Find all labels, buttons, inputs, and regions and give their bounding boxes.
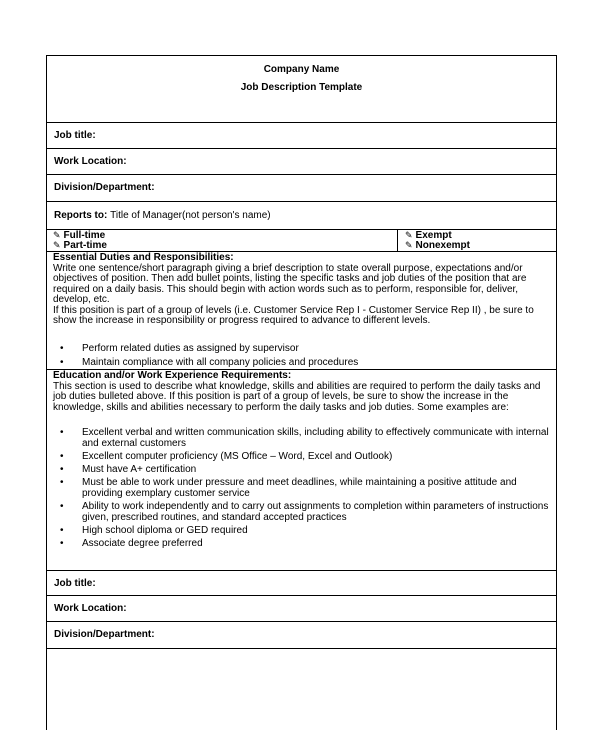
part-time-option — [53, 240, 107, 251]
pencil-icon: ✎ — [405, 230, 413, 240]
list-item: • High school diploma or GED required — [82, 525, 550, 536]
job-description-table — [46, 55, 557, 730]
list-item: • Perform related duties as assigned by supervisor — [82, 342, 550, 356]
work-location-row — [47, 149, 556, 175]
pencil-icon: ✎ — [53, 240, 61, 250]
list-item: • Associate degree preferred — [82, 538, 550, 549]
division-row — [47, 175, 556, 202]
education-row — [47, 370, 556, 571]
reports-to-field — [54, 210, 271, 221]
work-location-label: Work Location: — [54, 156, 127, 167]
duties-intro: Write one sentence/short paragraph giving a brief description to state overall purpose, expectations and/or objectives of position. Then add bullet points, listing the specific tasks and job duties of the position that are required on a daily basis. This should begin with action words such as to perform, responsible for, deliver, develop, etc. — [53, 262, 527, 305]
list-item: • Must be able to work under pressure and meet deadlines, while maintaining a positive attitude and providing exemplary customer service — [82, 477, 550, 499]
footer-work-location-label: Work Location: — [54, 603, 127, 614]
job-title-label: Job title: — [54, 130, 96, 141]
reports-to-label: Reports to: — [54, 210, 108, 221]
division-label: Division/Department: — [54, 182, 155, 193]
exempt-label: Exempt — [415, 230, 452, 241]
header-row — [47, 56, 556, 123]
education-intro: This section is used to describe what knowledge, skills and abilities are required to perform the daily tasks and job duties bulleted above. If this position is part of a group of levels, be sure to show the increase in the knowledge, skills and abilities necessary to perform the daily tasks and job duties. Some examples are: — [53, 380, 541, 413]
footer-work-location-row — [47, 596, 556, 622]
list-item: • Must have A+ certification — [82, 464, 550, 475]
education-title: Education and/or Work Experience Requirements: — [53, 370, 292, 381]
template-title: Job Description Template — [240, 82, 363, 93]
full-time-label: Full-time — [63, 230, 106, 241]
company-name: Company Name — [263, 64, 340, 75]
footer-job-title-row — [47, 571, 556, 596]
duties-section — [53, 253, 550, 370]
job-title-row — [47, 123, 556, 149]
duties-title: Essential Duties and Responsibilities: — [53, 252, 234, 263]
pencil-icon: ✎ — [53, 230, 61, 240]
duties-list — [53, 342, 550, 370]
nonexempt-label: Nonexempt — [415, 240, 470, 251]
part-time-label: Part-time — [63, 240, 107, 251]
duties-group-note: If this position is part of a group of levels (i.e. Customer Service Rep I - Customer Service Rep II) , be sure to show the increase in responsibility or progress required to advance to different levels. — [53, 304, 534, 326]
nonexempt-option — [405, 240, 470, 251]
list-item: • Maintain compliance with all company policies and procedures — [82, 356, 550, 370]
footer-division-label: Division/Department: — [54, 629, 155, 640]
duties-row — [47, 252, 556, 370]
employment-left-cell — [47, 230, 398, 251]
education-section — [53, 371, 550, 549]
list-item: • Ability to work independently and to carry out assignments to completion within parameters of instructions given, prescribed routines, and standard accepted practices — [82, 501, 550, 523]
footer-job-title-label: Job title: — [54, 578, 96, 589]
list-item: • Excellent verbal and written communication skills, including ability to effectively communicate with internal and external customers — [82, 427, 550, 449]
employment-type-row — [47, 230, 556, 252]
list-item: • Excellent computer proficiency (MS Office – Word, Excel and Outlook) — [82, 451, 550, 462]
reports-to-row — [47, 202, 556, 230]
education-list — [53, 427, 550, 549]
reports-to-value: Title of Manager(not person's name) — [110, 210, 271, 221]
pencil-icon: ✎ — [405, 240, 413, 250]
footer-division-row — [47, 622, 556, 649]
